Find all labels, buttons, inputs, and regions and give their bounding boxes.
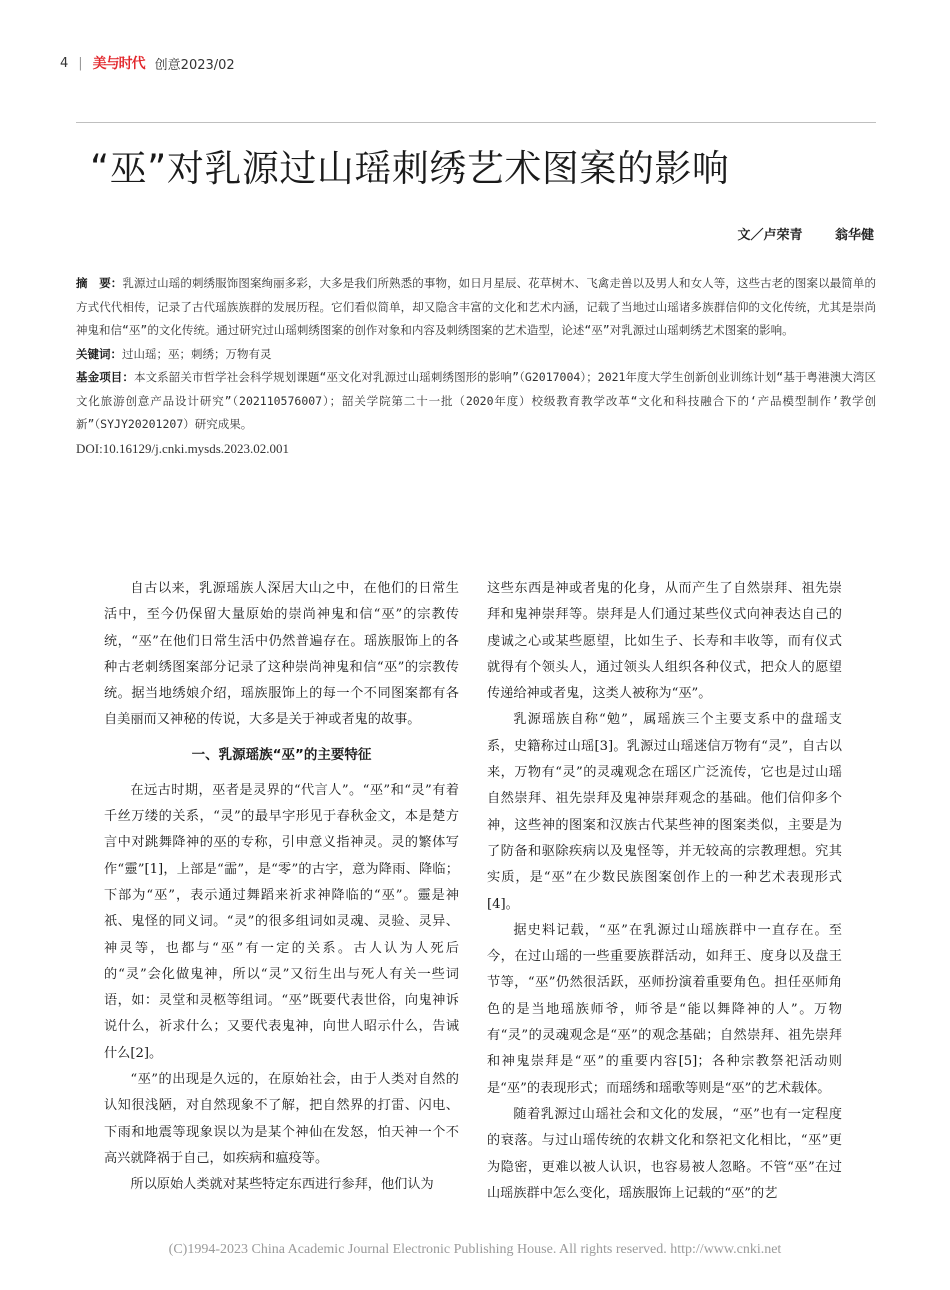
body-column-right [487,576,842,1207]
fund-text: 本文系韶关市哲学社会科学规划课题“巫文化对乳源过山瑶刺绣图形的影响”（G2017004）；2021年度大学生创新创业训练计划“基于粤港澳大湾区文化旅游创意产品设计研究”（202110576007）；韶关学院第二十一批（2020年度）校级教育教学改革“文化和科技融合下的‘产品模型制作’教学创新”（SYJY20201207）研究成果。 [76,370,876,431]
abstract-block [76,272,876,460]
body-paragraph: 随着乳源过山瑶社会和文化的发展，“巫”也有一定程度的衰落。与过山瑶传统的农耕文化和祭祀文化相比，“巫”更为隐密，更难以被人认识，也容易被人忽略。不管“巫”在过山瑶族群中怎么变化，瑶族服饰上记载的“巫”的艺 [487,1106,842,1201]
abstract-label: 摘 要： [76,276,123,290]
section-heading: 一、乳源瑶族“巫”的主要特征 [191,746,372,763]
body-column-left [104,576,459,1199]
magazine-logo: 美与时代 [92,56,145,72]
fund-paragraph [76,366,876,437]
body-paragraph: 据史料记载，“巫”在乳源过山瑶族群中一直存在。至今，在过山瑶的一些重要族群活动，如拜王、度身以及盘王节等，“巫”仍然很活跃，巫师扮演着重要角色。担任巫师角色的是当地瑶族师爷，师爷是“能以舞降神的人”。万物有“灵”的灵魂观念是“巫”的观念基础；自然崇拜、祖先崇拜和神鬼崇拜是“巫”的重要内容[5]；各种宗教祭祀活动则是“巫”的表现形式；而瑶绣和瑶歌等则是“巫”的艺术载体。 [487,922,842,1096]
author-1: 文／卢荣青 [737,228,803,243]
abstract-text: 乳源过山瑶的刺绣服饰图案绚丽多彩，大多是我们所熟悉的事物，如日月星辰、花草树木、飞禽走兽以及男人和女人等，这些古老的图案以最简单的方式代代相传，记录了古代瑶族族群的发展历程。它们看似简单，却又隐含丰富的文化和艺术内涵，记载了当地过山瑶诸多族群信仰的文化传统，尤其是崇尚神鬼和信“巫”的文化传统。通过研究过山瑶刺绣图案的创作对象和内容及刺绣图案的艺术造型，论述“巫”对乳源过山瑶刺绣艺术图案的影响。 [76,276,877,337]
running-header [60,52,235,74]
header-separator: | [78,55,83,71]
article-title: “巫”对乳源过山瑶刺绣艺术图案的影响 [90,147,730,190]
header-rule [76,122,876,123]
body-paragraph: 所以原始人类就对某些特定东西进行参拜，他们认为 [130,1177,434,1193]
body-paragraph: “巫”的出现是久远的，在原始社会，由于人类对自然的认知很浅陋，对自然现象不了解，把自然界的打雷、闪电、下雨和地震等现象误以为是某个神仙在发怒，怕天神一个不高兴就降祸于自己，如疾病和瘟疫等。 [104,1072,459,1166]
body-paragraph: 自古以来，乳源瑶族人深居大山之中，在他们的日常生活中，至今仍保留大量原始的崇尚神鬼和信“巫”的宗教传统，“巫”在他们日常生活中仍然普遍存在。瑶族服饰上的各种古老刺绣图案部分记录了这种崇尚神鬼和信“巫”的宗教传统。据当地绣娘介绍，瑶族服饰上的每一个不同图案都有各自美丽而又神秘的传说，大多是关于神或者鬼的故事。 [104,581,459,728]
issue-label: 创意2023/02 [154,57,235,73]
abstract-paragraph [76,272,876,343]
page-number: 4 [60,55,69,71]
author-line [737,224,874,243]
author-2: 翁华健 [834,228,874,243]
copyright-footer: (C)1994-2023 China Academic Journal Electronic Publishing House. All rights reserved. http://www.cnki.net [168,1242,782,1257]
body-paragraph: 乳源瑶族自称“勉”，属瑶族三个主要支系中的盘瑶支系，史籍称过山瑶[3]。乳源过山瑶迷信万物有“灵”，自古以来，万物有“灵”的灵魂观念在瑶区广泛流传，它也是过山瑶自然崇拜、祖先崇拜及鬼神崇拜观念的基础。他们信仰多个神，这些神的图案和汉族古代某些神的图案类似，主要是为了防备和驱除疾病以及鬼怪等，并无较高的宗教理想。究其实质，是“巫”在少数民族图案创作上的一种艺术表现形式[4]。 [487,712,842,912]
fund-label: 基金项目： [76,370,134,384]
doi[interactable]: DOI:10.16129/j.cnki.mysds.2023.02.001 [76,440,290,456]
keywords-label: 关键词： [76,346,122,361]
body-paragraph: 在远古时期，巫者是灵界的“代言人”。“巫”和“灵”有着千丝万缕的关系，“灵”的最早字形见于春秋金文，本是楚方言中对跳舞降神的巫的专称，引申意义指神灵。灵的繁体写作“靈”[1]，上部是“霝”，是“零”的古字，意为降雨、降临；下部为“巫”，表示通过舞蹈来祈求神降临的“巫”。靈是神祇、鬼怪的同义词。“灵”的很多组词如灵魂、灵验、灵异、神灵等，也都与“巫”有一定的关系。古人认为人死后的“灵”会化做鬼神，所以“灵”又衍生出与死人有关一些词语，如：灵堂和灵柩等组词。“巫”既要代表世俗，向鬼神诉说什么，祈求什么；又要代表鬼神，向世人昭示什么，告诫什么[2]。 [104,782,459,1061]
keywords-paragraph [76,343,876,367]
body-paragraph: 这些东西是神或者鬼的化身，从而产生了自然崇拜、祖先崇拜和鬼神崇拜等。崇拜是人们通过某些仪式向神表达自己的虔诚之心或某些愿望，比如生子、长寿和丰收等，而有仪式就得有个领头人，通过领头人组织各种仪式，把众人的愿望传递给神或者鬼，这类人被称为“巫”。 [487,581,842,702]
keywords-text: 过山瑶；巫；刺绣；万物有灵 [122,346,272,361]
